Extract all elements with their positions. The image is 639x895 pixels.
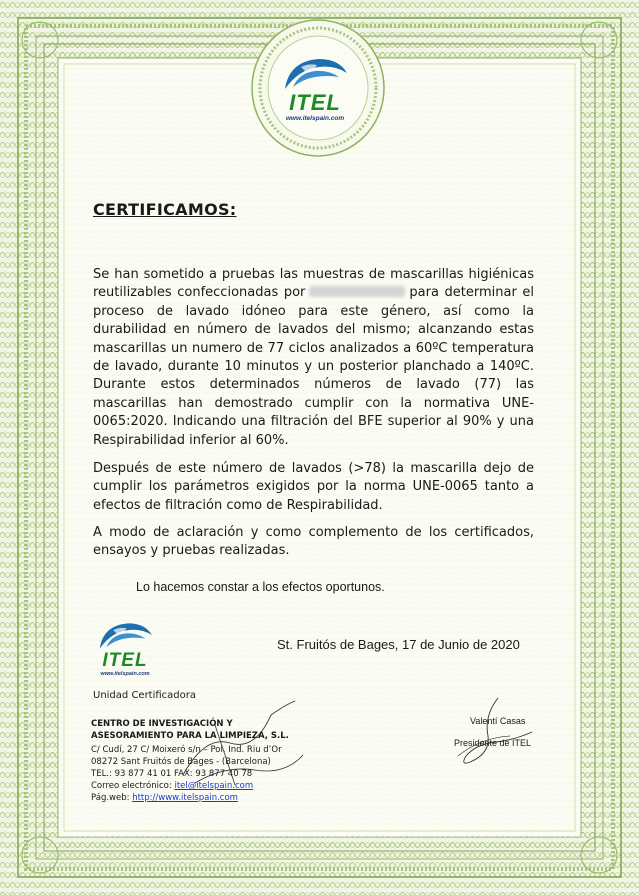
globe-icon [279,55,351,93]
paragraph-main [93,266,534,450]
email-link[interactable]: itel@itelspain.com [174,781,254,791]
web-link[interactable]: http://www.itelspain.com [132,793,238,803]
web-label: Pág.web: [91,793,130,803]
itel-logo-footer [94,620,156,678]
signer-role: Presidente de ITEL [454,738,532,748]
web-line [91,792,238,804]
paragraph-clarification: A modo de aclaración y como complemento de los certificados, ensayos y pruebas realizadas. [93,525,534,559]
signature-scribble [175,695,310,790]
logo-wordmark: ITEL [102,650,148,671]
signature-scribble [440,696,540,771]
page-title: CERTIFICAMOS: [93,200,237,219]
globe-icon [94,620,156,652]
address-line: 08272 Sant Fruitós de Bages - (Barcelona) [91,757,271,767]
phone-fax: TEL.: 93 877 41 01 FAX: 93 877 40 78 [91,769,253,779]
redacted-company-name [309,286,405,297]
email-label: Correo electrónico: [91,781,172,791]
closing-statement: Lo hacemos constar a los efectos oportunos. [136,580,385,594]
paragraph-main-end: para determinar el proceso de lavado idóneo para este género, así como la durabilidad en número de lavados del mismo; alcanzando estas mascarillas un numero de 77 ciclos analizados a 60ºC temperatura de lavado, durante 10 minutos y un posterior planchado a 140ºC. Durante estos determinados números de lavado (77) las mascarillas han demostrado cumplir con la normativa UNE-0065:2020. Indicando una filtración del BFE superior al 90% y una Respirabilidad inferior al 60%. [93,285,534,448]
logo-wordmark: ITEL [289,90,341,115]
paragraph-after-washes: Después de este número de lavados (>78) la mascarilla dejo de cumplir los parámetros exigidos por la norma UNE-0065 tanto a efectos de filtración como de Respirabilidad. [93,461,534,513]
signer-name: Valentí Casas [470,716,526,726]
place-and-date: St. Fruitós de Bages, 17 de Junio de 2020 [277,637,520,652]
certifying-unit-label: Unidad Certificadora [93,690,197,701]
paragraph-main-start: Se han sometido a pruebas las muestras de mascarillas higiénicas reutilizables confeccionadas por [93,267,534,301]
logo-url: www.itelspain.com [285,115,345,122]
organization-name-line: ASESORAMIENTO PARA LA LIMPIEZA, S.L. [91,731,289,741]
address-line: C/ Cudí, 27 C/ Moixeró s/n – Pol. Ind. Riu d’Or [91,745,282,755]
organization-name-line: CENTRO DE INVESTIGACIÓN Y [91,719,233,729]
itel-logo [279,55,351,123]
logo-url: www.itelspain.com [100,671,150,677]
